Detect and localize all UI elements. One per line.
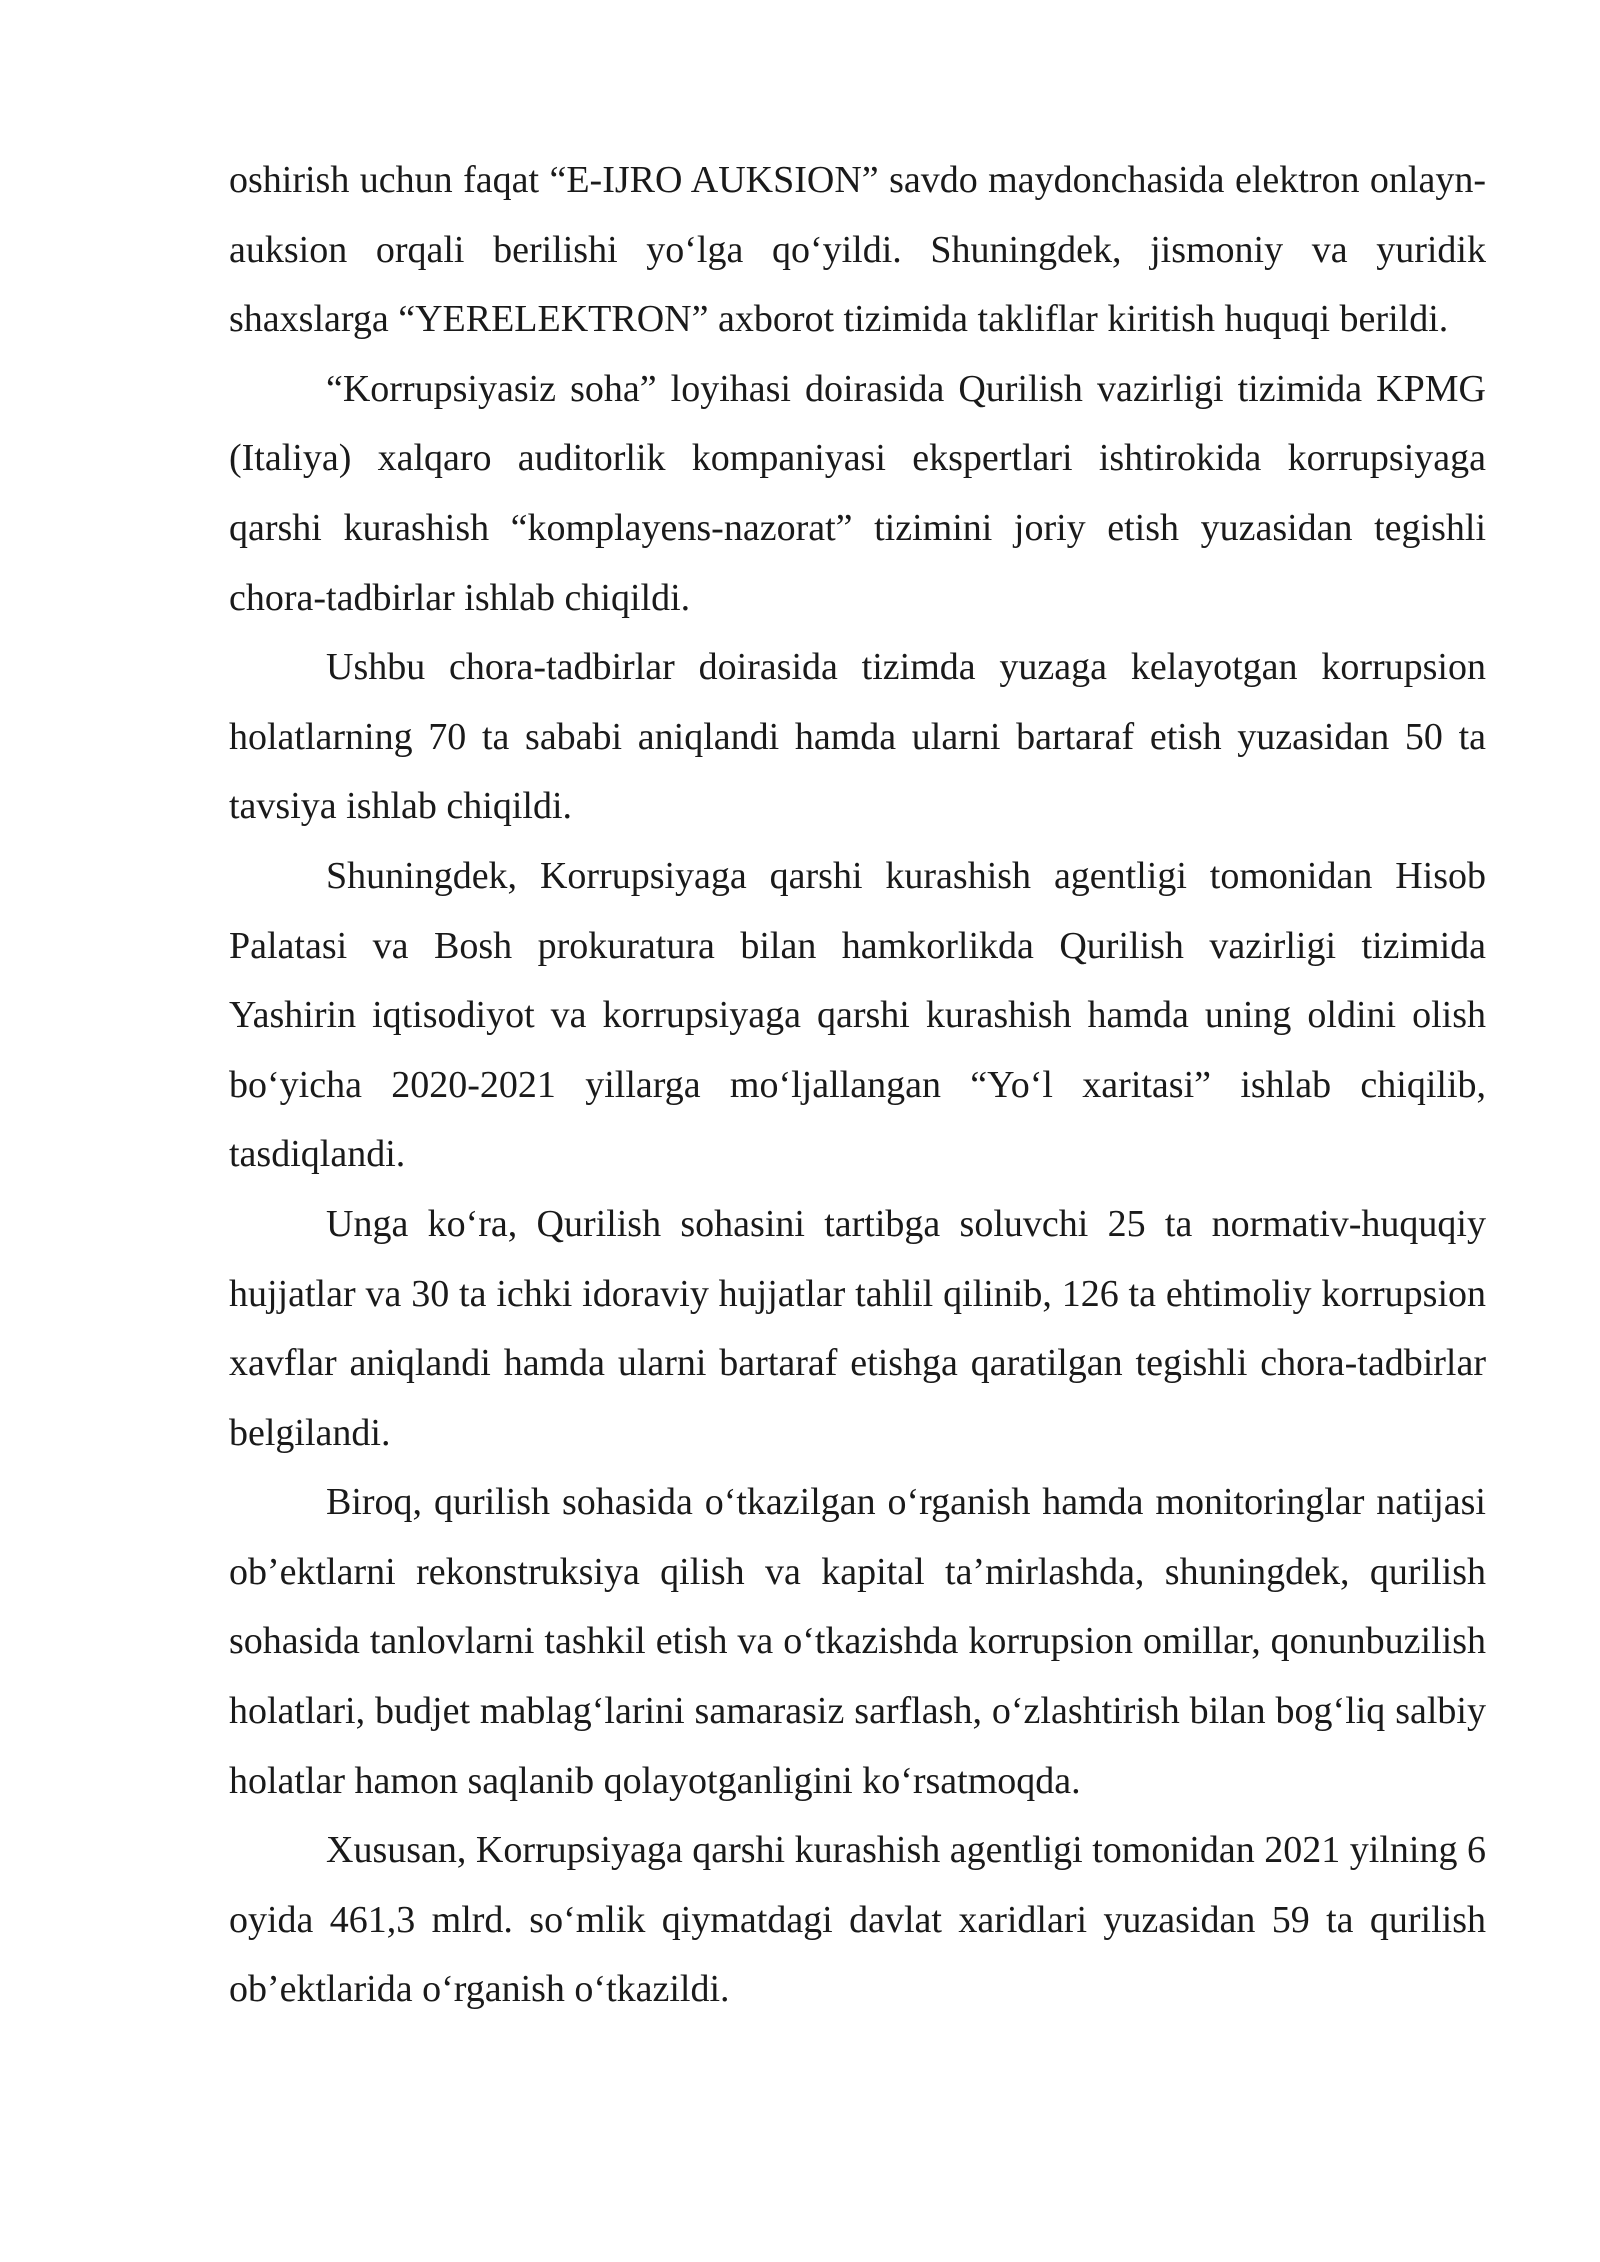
paragraph-monitoring-natijasi: Biroq, qurilish sohasida o‘tkazilgan o‘rganish hamda monitoringlar natijasi ob’ektlarni rekonstruksiya qilish va kapital ta’mirlashda, shuningdek, qurilish sohasida tanlovlarni tashkil etish va o‘tkazishda korrupsion omillar, qonunbuzilish holatlari, budjet mablag‘larini samarasiz sarflash, o‘zlashtirish bilan bog‘liq salbiy holatlar hamon saqlanib qolayotganligini ko‘rsatmoqda. <box>229 1481 1486 1802</box>
paragraph-yol-xaritasi: Shuningdek, Korrupsiyaga qarshi kurashish agentligi tomonidan Hisob Palatasi va Bosh prokuratura bilan hamkorlikda Qurilish vazirligi tizimida Yashirin iqtisodiyot va korrupsiyaga qarshi kurashish hamda uning oldini olish bo‘yicha 2020-2021 yillarga mo‘ljallangan “Yo‘l xaritasi” ishlab chiqilib, tasdiqlandi. <box>229 854 1486 1176</box>
paragraph-normativ-hujjatlar: Unga ko‘ra, Qurilish sohasini tartibga soluvchi 25 ta normativ-huquqiy hujjatlar va 30 ta ichki idoraviy hujjatlar tahlil qilinib, 126 ta ehtimoliy korrupsion xavflar aniqlandi hamda ularni bartaraf etishga qaratilgan tegishli chora-tadbirlar belgilandi. <box>229 1202 1486 1454</box>
paragraph-davlat-xaridlari: Xususan, Korrupsiyaga qarshi kurashish agentligi tomonidan 2021 yilning 6 oyida 461,3 mlrd. so‘mlik qiymatdagi davlat xaridlari yuzasidan 59 ta qurilish ob’ektlarida o‘rganish o‘tkazildi. <box>229 1829 1486 2011</box>
paragraph-chora-tadbirlar: Ushbu chora-tadbirlar doirasida tizimda yuzaga kelayotgan korrupsion holatlarning 70 ta sababi aniqlandi hamda ularni bartaraf etish yuzasidan 50 ta tavsiya ishlab chiqildi. <box>229 646 1486 828</box>
paragraph-korrupsiyasiz-soha: “Korrupsiyasiz soha” loyihasi doirasida Qurilish vazirligi tizimida KPMG (Italiya) xalqaro auditorlik kompaniyasi ekspertlari ishtirokida korrupsiyaga qarshi kurashish “komplayens-nazorat” tizimini joriy etish yuzasidan tegishli chora-tadbirlar ishlab chiqildi. <box>229 367 1486 619</box>
paragraph-continuation: oshirish uchun faqat “E-IJRO AUKSION” savdo maydonchasida elektron onlayn-auksion orqali berilishi yo‘lga qo‘yildi. Shuningdek, jismoniy va yuridik shaxslarga “YERELEKTRON” axborot tizimida takliflar kiritish huquqi berildi. <box>229 159 1486 341</box>
document-body <box>229 146 1486 2025</box>
